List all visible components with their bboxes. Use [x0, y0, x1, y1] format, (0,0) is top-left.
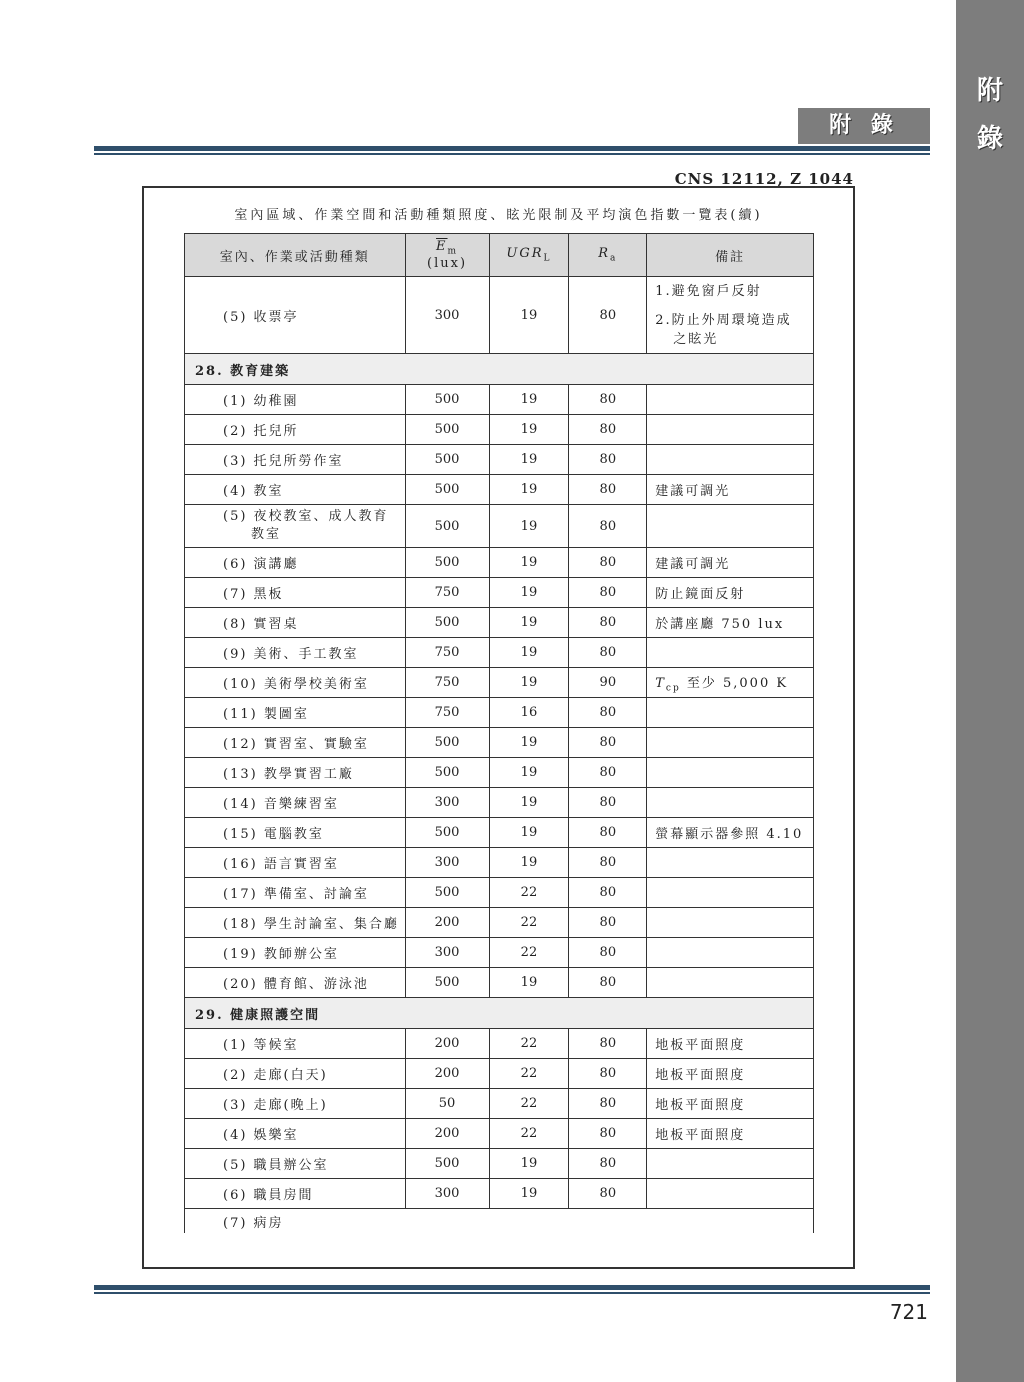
activity-cell: (4) 教室	[185, 475, 406, 505]
ugr-cell: 19	[489, 578, 569, 608]
note-cell: $T_{cp}$ 至少 5,000 K	[647, 668, 814, 698]
ra-cell: 80	[569, 638, 647, 668]
ugr-cell: 19	[489, 848, 569, 878]
note-cell: 建議可調光	[647, 548, 814, 578]
activity-cell: (5) 夜校教室、成人教育 教室	[185, 505, 406, 548]
ugr-cell: 19	[489, 728, 569, 758]
activity-cell: (17) 準備室、討論室	[185, 878, 406, 908]
ugr-cell: 19	[489, 1149, 569, 1179]
note-cell	[647, 848, 814, 878]
em-cell: 500	[405, 758, 489, 788]
table-row	[185, 1059, 814, 1089]
note-cell: 地板平面照度	[647, 1119, 814, 1149]
table-row	[185, 445, 814, 475]
ra-cell: 80	[569, 938, 647, 968]
header-ugr: $UGR_L$	[489, 234, 569, 277]
em-cell: 750	[405, 638, 489, 668]
em-cell: 200	[405, 908, 489, 938]
table-row	[185, 878, 814, 908]
ugr-cell: 19	[489, 415, 569, 445]
table-row	[185, 505, 814, 548]
activity-cell: (3) 托兒所勞作室	[185, 445, 406, 475]
activity-cell: (2) 走廊(白天)	[185, 1059, 406, 1089]
note-cell	[647, 788, 814, 818]
table-row	[185, 608, 814, 638]
standard-code: CNS 12112, Z 1044	[674, 170, 854, 188]
note-cell: 螢幕顯示器參照 4.10	[647, 818, 814, 848]
table-row	[185, 548, 814, 578]
table-row	[185, 788, 814, 818]
em-cell: 500	[405, 548, 489, 578]
note-cell	[647, 968, 814, 998]
ugr-cell: 22	[489, 1089, 569, 1119]
table-row	[185, 968, 814, 998]
side-tab-text-2: 錄	[976, 124, 1003, 154]
em-cell: 500	[405, 475, 489, 505]
em-cell: 500	[405, 415, 489, 445]
em-cell: 300	[405, 848, 489, 878]
table-row	[185, 415, 814, 445]
ugr-cell: 22	[489, 1029, 569, 1059]
activity-cell: (12) 實習室、實驗室	[185, 728, 406, 758]
em-cell: 750	[405, 668, 489, 698]
note-cell	[647, 758, 814, 788]
ugr-cell: 19	[489, 445, 569, 475]
table-row	[185, 385, 814, 415]
em-cell: 300	[405, 938, 489, 968]
header-em: $\overline{E}_m$ (lux)	[405, 234, 489, 277]
ugr-cell: 22	[489, 878, 569, 908]
em-cell: 750	[405, 698, 489, 728]
page-number: 721	[889, 1300, 928, 1324]
ra-cell: 80	[569, 698, 647, 728]
activity-cell: (18) 學生討論室、集合廳	[185, 908, 406, 938]
ugr-cell: 19	[489, 638, 569, 668]
ra-cell: 80	[569, 385, 647, 415]
ra-cell: 80	[569, 818, 647, 848]
ugr-cell: 19	[489, 968, 569, 998]
note-cell	[647, 878, 814, 908]
note-cell: 於講座廳 750 lux	[647, 608, 814, 638]
em-cell: 500	[405, 608, 489, 638]
em-cell: 500	[405, 1149, 489, 1179]
note-cell: 地板平面照度	[647, 1029, 814, 1059]
ra-cell: 80	[569, 788, 647, 818]
ra-cell: 80	[569, 908, 647, 938]
em-cell: 500	[405, 505, 489, 548]
table-row	[185, 668, 814, 698]
note-cell: 建議可調光	[647, 475, 814, 505]
table-row	[185, 728, 814, 758]
activity-cell: (15) 電腦教室	[185, 818, 406, 848]
activity-cell: (5) 職員辦公室	[185, 1149, 406, 1179]
activity-cell: (20) 體育館、游泳池	[185, 968, 406, 998]
activity-cell: (6) 演講廳	[185, 548, 406, 578]
side-tab	[956, 0, 1024, 1382]
note-cell	[647, 1149, 814, 1179]
ugr-cell: 19	[489, 788, 569, 818]
table-row	[185, 848, 814, 878]
activity-cell: (8) 實習桌	[185, 608, 406, 638]
ra-cell: 80	[569, 1029, 647, 1059]
header-rule	[94, 146, 930, 155]
header-ra: $R_a$	[569, 234, 647, 277]
ra-cell: 80	[569, 445, 647, 475]
section-label: 附 錄	[798, 108, 930, 144]
em-cell: 200	[405, 1059, 489, 1089]
em-cell: 500	[405, 385, 489, 415]
table-row: (7) 病房	[185, 1209, 814, 1234]
activity-cell: (1) 幼稚園	[185, 385, 406, 415]
table-row	[185, 578, 814, 608]
table-row	[185, 818, 814, 848]
ugr-cell: 19	[489, 1179, 569, 1209]
ra-cell: 80	[569, 1179, 647, 1209]
table-row	[185, 475, 814, 505]
em-cell: 200	[405, 1119, 489, 1149]
ra-cell: 80	[569, 475, 647, 505]
table-row	[185, 1089, 814, 1119]
ra-cell: 80	[569, 505, 647, 548]
footer-rule	[94, 1285, 930, 1294]
table-caption: 室內區域、作業空間和活動種類照度、眩光限制及平均演色指數一覽表(續)	[234, 208, 763, 223]
em-cell: 750	[405, 578, 489, 608]
em-cell: 500	[405, 968, 489, 998]
activity-cell: (2) 托兒所	[185, 415, 406, 445]
ugr-cell: 22	[489, 908, 569, 938]
em-cell: 500	[405, 728, 489, 758]
note-cell	[647, 728, 814, 758]
note-cell	[647, 385, 814, 415]
note-cell	[647, 908, 814, 938]
side-tab-text-1: 附	[976, 76, 1003, 106]
ra-cell: 80	[569, 1149, 647, 1179]
em-cell: 50	[405, 1089, 489, 1119]
ugr-cell: 16	[489, 698, 569, 728]
note-cell	[647, 698, 814, 728]
ugr-cell: 19	[489, 548, 569, 578]
ugr-cell: 19	[489, 758, 569, 788]
activity-cell: (4) 娛樂室	[185, 1119, 406, 1149]
table-row: (5) 收票亭 300 19 80 1.避免窗戶反射 2.防止外周環境造成 之眩光	[185, 277, 814, 354]
table-row	[185, 1149, 814, 1179]
ra-cell: 80	[569, 968, 647, 998]
table-row	[185, 938, 814, 968]
ra-cell: 90	[569, 668, 647, 698]
note-cell: 地板平面照度	[647, 1089, 814, 1119]
table-row	[185, 1029, 814, 1059]
header-activity: 室內、作業或活動種類	[185, 234, 406, 277]
activity-cell: (7) 黑板	[185, 578, 406, 608]
table-row	[185, 1179, 814, 1209]
note-cell	[647, 1179, 814, 1209]
note-cell: 防止鏡面反射	[647, 578, 814, 608]
ugr-cell: 19	[489, 818, 569, 848]
table-row	[185, 758, 814, 788]
em-cell: 200	[405, 1029, 489, 1059]
ra-cell: 80	[569, 878, 647, 908]
section-28-header: 28. 教育建築	[185, 354, 814, 385]
activity-cell: (6) 職員房間	[185, 1179, 406, 1209]
ra-cell: 80	[569, 728, 647, 758]
em-cell: 500	[405, 878, 489, 908]
note-cell	[647, 445, 814, 475]
note-cell	[647, 505, 814, 548]
ra-cell: 80	[569, 608, 647, 638]
ugr-cell: 19	[489, 505, 569, 548]
note-cell	[647, 638, 814, 668]
note-cell: 地板平面照度	[647, 1059, 814, 1089]
ra-cell: 80	[569, 848, 647, 878]
illuminance-table	[184, 233, 814, 1233]
header-row	[185, 234, 814, 277]
ra-cell: 80	[569, 1089, 647, 1119]
activity-cell: (1) 等候室	[185, 1029, 406, 1059]
activity-cell: (10) 美術學校美術室	[185, 668, 406, 698]
table-row	[185, 698, 814, 728]
activity-cell: (13) 教學實習工廠	[185, 758, 406, 788]
activity-cell: (16) 語言實習室	[185, 848, 406, 878]
ra-cell: 80	[569, 578, 647, 608]
ugr-cell: 22	[489, 938, 569, 968]
ugr-cell: 19	[489, 608, 569, 638]
ra-cell: 80	[569, 548, 647, 578]
em-cell: 300	[405, 788, 489, 818]
note-cell	[647, 938, 814, 968]
header-notes: 備註	[647, 234, 814, 277]
ugr-cell: 19	[489, 475, 569, 505]
table-frame	[142, 186, 855, 1269]
ugr-cell: 19	[489, 385, 569, 415]
em-cell: 300	[405, 1179, 489, 1209]
ra-cell: 80	[569, 758, 647, 788]
activity-cell: (3) 走廊(晚上)	[185, 1089, 406, 1119]
em-cell: 500	[405, 818, 489, 848]
ugr-cell: 22	[489, 1059, 569, 1089]
activity-cell: (9) 美術、手工教室	[185, 638, 406, 668]
ra-cell: 80	[569, 415, 647, 445]
section-29-header: 29. 健康照護空間	[185, 998, 814, 1029]
ra-cell: 80	[569, 1059, 647, 1089]
note-cell	[647, 415, 814, 445]
activity-cell: (19) 教師辦公室	[185, 938, 406, 968]
table-row	[185, 908, 814, 938]
table-row	[185, 1119, 814, 1149]
ugr-cell: 19	[489, 668, 569, 698]
activity-cell: (14) 音樂練習室	[185, 788, 406, 818]
ugr-cell: 22	[489, 1119, 569, 1149]
ra-cell: 80	[569, 1119, 647, 1149]
table-row	[185, 638, 814, 668]
activity-cell: (11) 製圖室	[185, 698, 406, 728]
em-cell: 500	[405, 445, 489, 475]
